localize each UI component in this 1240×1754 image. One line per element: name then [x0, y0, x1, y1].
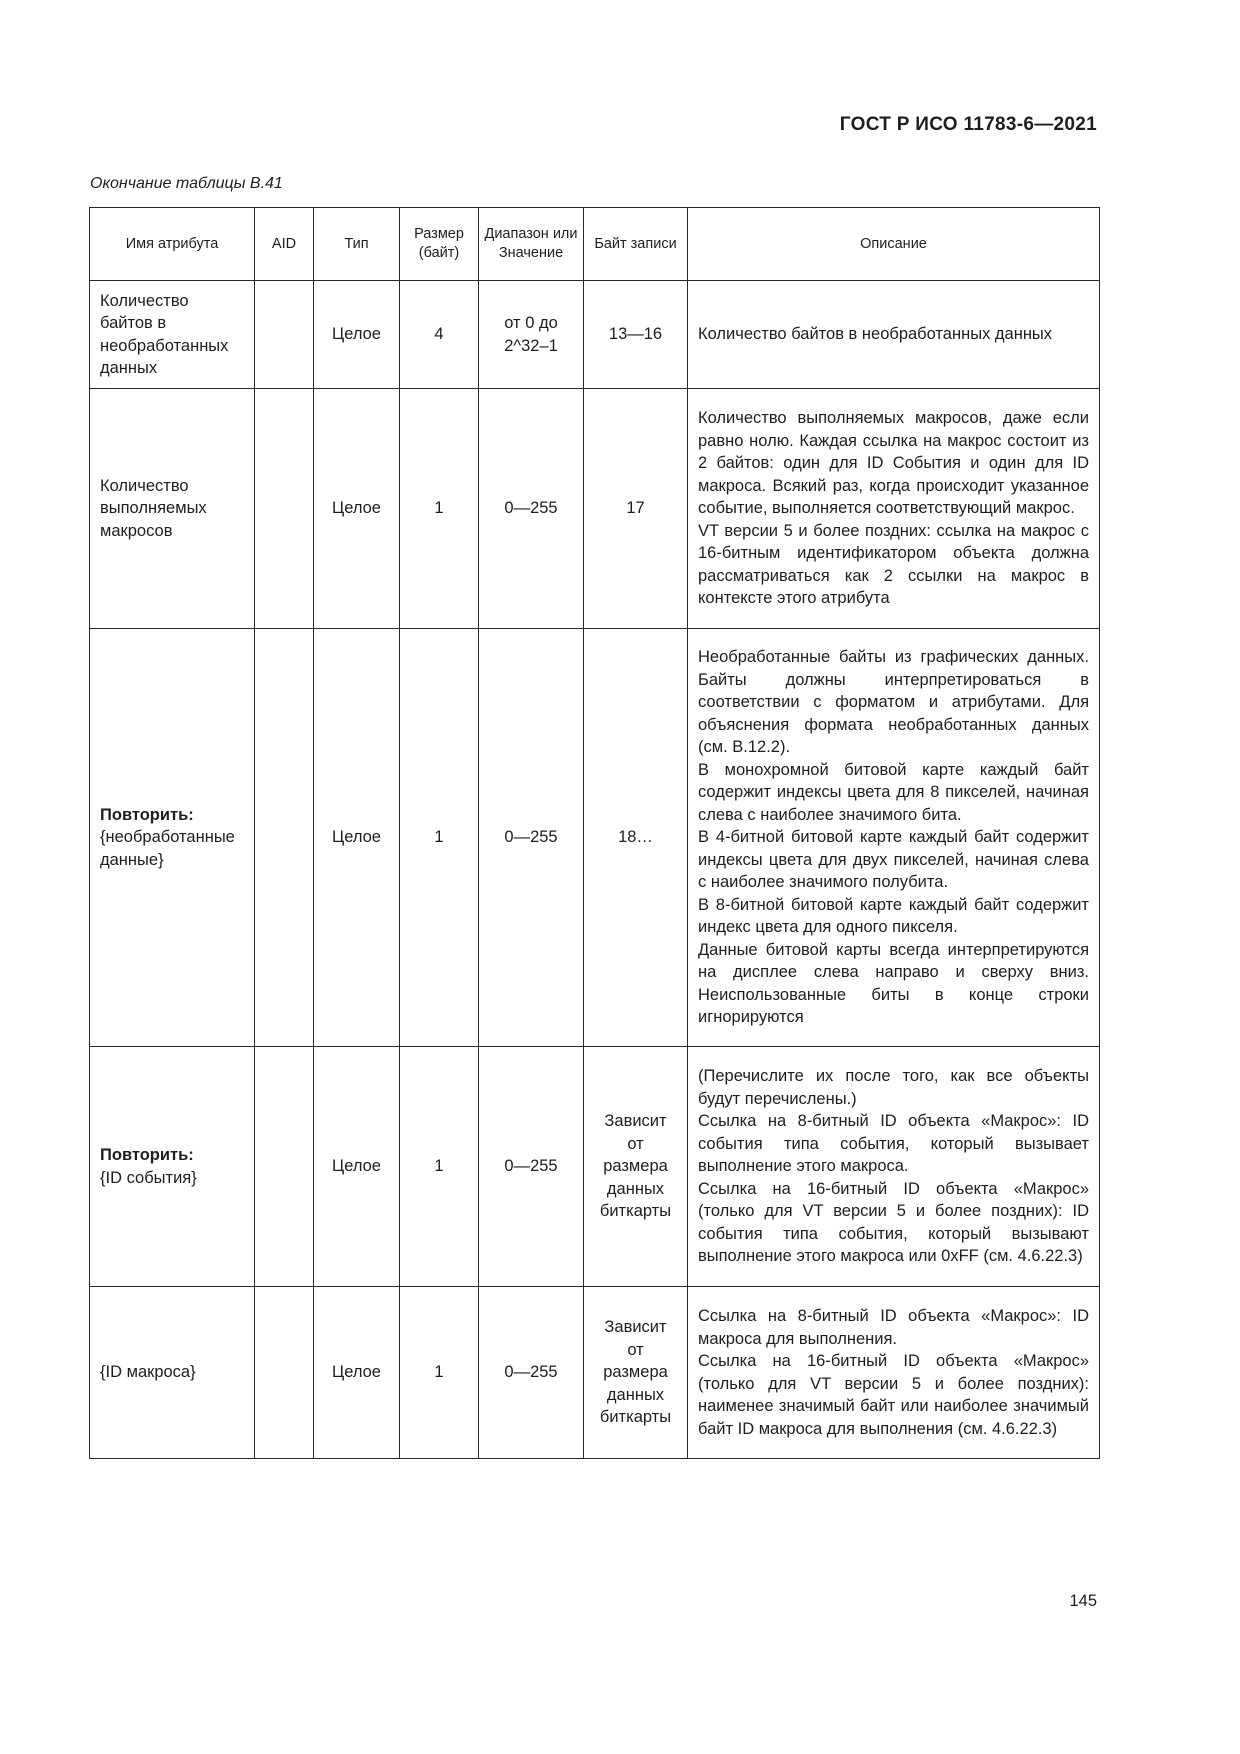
page-number: 145	[1069, 1592, 1097, 1610]
cell-aid	[255, 1287, 314, 1459]
description-paragraph: В 8-битной битовой карте каждый байт содержит индекс цвета для одного пикселя.	[698, 895, 1089, 937]
table-row	[90, 281, 1100, 389]
cell-type: Целое	[314, 1047, 400, 1287]
repeat-label: Повторить:	[100, 1146, 194, 1164]
cell-size: 4	[400, 281, 479, 389]
description-paragraph: Данные битовой карты всегда интерпретируются на дисплее слева направо и сверху вниз. Неиспользованные биты в конце строки игнорируются	[698, 940, 1089, 1027]
cell-size: 1	[400, 1287, 479, 1459]
description-paragraph: (Перечислите их после того, как все объекты будут перечислены.)	[698, 1067, 1089, 1108]
table-row	[90, 389, 1100, 629]
description-paragraph: Количество выполняемых макросов, даже если равно нолю. Каждая ссылка на макрос состоит из 2 байтов: один для ID События и один для ID макроса. Всякий раз, когда происходит указанное событие, выполняется соответствующий макрос.	[698, 409, 1089, 518]
description-paragraph: Ссылка на 8-битный ID объекта «Макрос»: ID макроса для выполнения.	[698, 1307, 1089, 1348]
description-paragraph: Ссылка на 16-битный ID объекта «Макрос» (только для VT версии 5 и более поздних): наименее значимый байт или наиболее значимый байт ID макроса для выполнения (см. 4.6.22.3)	[698, 1352, 1089, 1438]
col-header-type: Тип	[314, 208, 400, 281]
cell-size: 1	[400, 629, 479, 1047]
cell-range: 0—255	[479, 629, 584, 1047]
description-paragraph: В 4-битной битовой карте каждый байт содержит индексы цвета для двух пикселей, начиная слева с наиболее значимого полубита.	[698, 828, 1089, 892]
cell-description	[688, 281, 1100, 389]
cell-aid	[255, 281, 314, 389]
name-text: Количество выполняемых макросов	[100, 476, 207, 540]
cell-description	[688, 1047, 1100, 1287]
cell-description	[688, 389, 1100, 629]
cell-size: 1	[400, 389, 479, 629]
document-code: ГОСТ Р ИСО 11783-6—2021	[839, 114, 1097, 135]
col-header-aid: AID	[255, 208, 314, 281]
cell-type: Целое	[314, 281, 400, 389]
cell-aid	[255, 1047, 314, 1287]
cell-range: 0—255	[479, 1287, 584, 1459]
cell-name	[90, 629, 255, 1047]
col-header-bytes: Байт записи	[584, 208, 688, 281]
cell-bytes: Зависит от размера данных биткарты	[584, 1047, 688, 1287]
cell-aid	[255, 389, 314, 629]
description-paragraph: VT версии 5 и более поздних: ссылка на макрос с 16-битным идентификатором объекта должна рассматриваться как 2 ссылки на макрос в контексте этого атрибута	[698, 521, 1089, 608]
name-text: {необработанные данные}	[100, 828, 235, 869]
description-paragraph: Ссылка на 16-битный ID объекта «Макрос» (только для VT версии 5 и более поздних): ID события типа события, который вызывают выполнение этого макроса или 0xFF (см. 4.6.22.3)	[698, 1179, 1089, 1266]
repeat-label: Повторить:	[100, 805, 194, 824]
cell-name	[90, 389, 255, 629]
cell-type: Целое	[314, 629, 400, 1047]
cell-bytes: 17	[584, 389, 688, 629]
cell-range: 0—255	[479, 389, 584, 629]
name-text: {ID макроса}	[100, 1363, 196, 1382]
cell-name	[90, 281, 255, 389]
attribute-table	[89, 207, 1100, 1459]
col-header-size: Размер (байт)	[400, 208, 479, 281]
cell-range: 0—255	[479, 1047, 584, 1287]
table-row	[90, 629, 1100, 1047]
cell-bytes: 18…	[584, 629, 688, 1047]
col-header-name: Имя атрибута	[90, 208, 255, 281]
cell-description	[688, 1287, 1100, 1459]
cell-aid	[255, 629, 314, 1047]
cell-bytes: Зависит от размера данных биткарты	[584, 1287, 688, 1459]
col-header-description: Описание	[688, 208, 1100, 281]
description-paragraph: Необработанные байты из графических данных. Байты должны интерпретироваться в соответствии с форматом и атрибутами. Для объяснения формата необработанных данных (см. В.12.2).	[698, 648, 1089, 757]
description-paragraph: В монохромной битовой карте каждый байт содержит индексы цвета для 8 пикселей, начиная слева с наиболее значимого бита.	[698, 760, 1089, 824]
table-row	[90, 1047, 1100, 1287]
description-paragraph: Ссылка на 8-битный ID объекта «Макрос»: ID события типа события, который вызывает выполнение этого макроса.	[698, 1112, 1089, 1176]
cell-name	[90, 1287, 255, 1459]
name-text: {ID события}	[100, 1168, 197, 1187]
cell-description	[688, 629, 1100, 1047]
cell-type: Целое	[314, 1287, 400, 1459]
name-text: Количество байтов в необработанных данных	[100, 291, 229, 377]
cell-range: от 0 до 2^32–1	[479, 281, 584, 389]
description-paragraph: Количество байтов в необработанных данных	[698, 325, 1053, 344]
table-row	[90, 1287, 1100, 1459]
table-caption: Окончание таблицы В.41	[90, 175, 283, 192]
cell-size: 1	[400, 1047, 479, 1287]
cell-name	[90, 1047, 255, 1287]
col-header-range: Диапазон или Значение	[479, 208, 584, 281]
cell-bytes: 13—16	[584, 281, 688, 389]
cell-type: Целое	[314, 389, 400, 629]
table-header-row	[90, 208, 1100, 281]
